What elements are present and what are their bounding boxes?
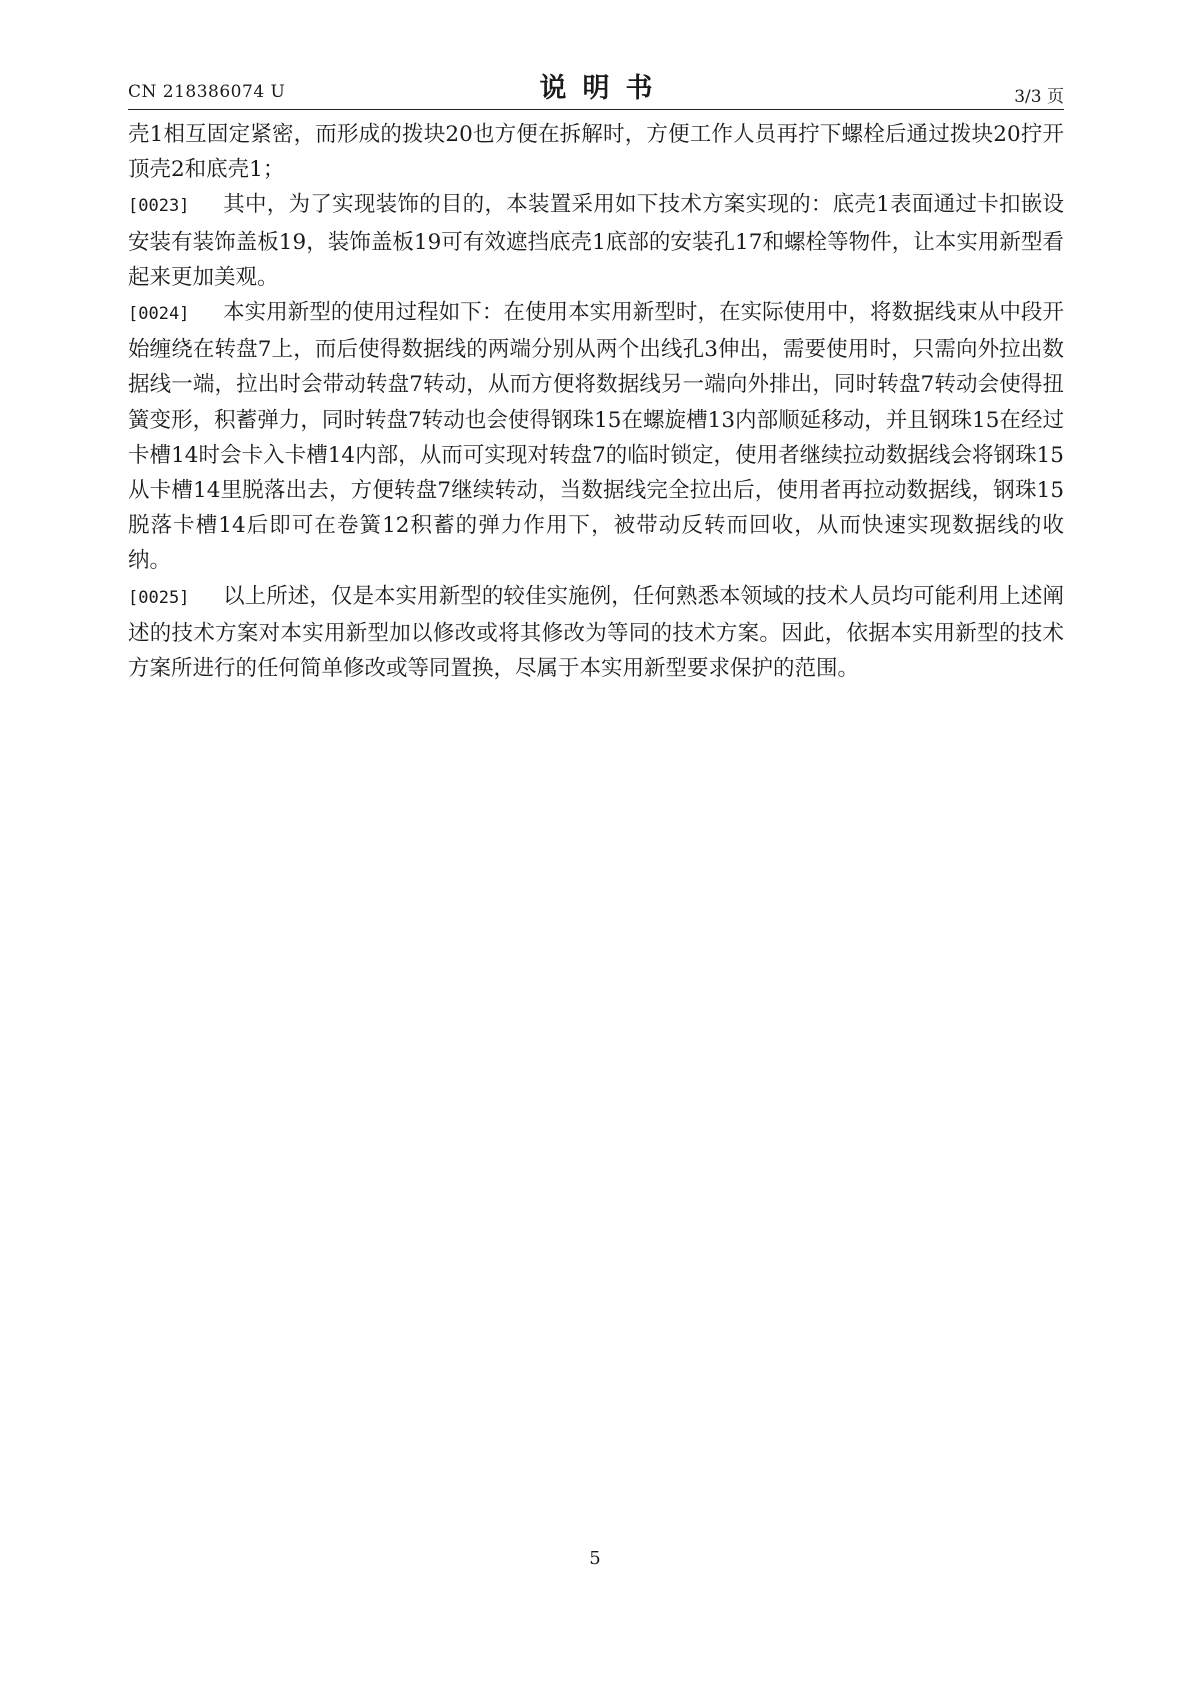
- paragraph-continuation: [128, 117, 1064, 187]
- paragraph-text: 其中，为了实现装饰的目的，本装置采用如下技术方案实现的：底壳1表面通过卡扣嵌设安装有装饰盖板19，装饰盖板19可有效遮挡底壳1底部的安装孔17和螺栓等物件，让本实用新型看起来更加美观。: [128, 192, 1064, 290]
- paragraph-0025: [128, 579, 1064, 687]
- paragraph-0024: [128, 295, 1064, 579]
- paragraph-number: [0023]: [128, 196, 190, 217]
- document-body: [128, 117, 1064, 686]
- paragraph-0023: [128, 187, 1064, 295]
- page-info: 3/3 页: [1014, 87, 1064, 107]
- publication-number: CN 218386074 U: [128, 82, 286, 102]
- paragraph-number: [0024]: [128, 304, 190, 325]
- header-divider: [128, 109, 1064, 110]
- paragraph-text: 以上所述，仅是本实用新型的较佳实施例，任何熟悉本领域的技术人员均可能利用上述阐述的技术方案对本实用新型加以修改或将其修改为等同的技术方案。因此，依据本实用新型的技术方案所进行的任何简单修改或等同置换，尽属于本实用新型要求保护的范围。: [128, 583, 1064, 682]
- paragraph-text: 本实用新型的使用过程如下：在使用本实用新型时，在实际使用中，将数据线束从中段开始缠绕在转盘7上，而后使得数据线的两端分别从两个出线孔3伸出，需要使用时，只需向外拉出数据线一端，拉出时会带动转盘7转动，从而方便将数据线另一端向外排出，同时转盘7转动会使得扭簧变形，积蓄弹力，同时转盘7转动也会使得钢珠15在螺旋槽13内部顺延移动，并且钢珠15在经过卡槽14时会卡入卡槽14内部，从而可实现对转盘7的临时锁定，使用者继续拉动数据线会将钢珠15从卡槽14里脱落出去，方便转盘7继续转动，当数据线完全拉出后，使用者再拉动数据线，钢珠15脱落卡槽14后即可在卷簧12积蓄的弹力作用下，被带动反转而回收，从而快速实现数据线的收纳。: [128, 300, 1064, 574]
- paragraph-text: 壳1相互固定紧密，而形成的拨块20也方便在拆解时，方便工作人员再拧下螺栓后通过拨块20拧开顶壳2和底壳1；: [128, 122, 1064, 183]
- paragraph-number: [0025]: [128, 587, 190, 608]
- document-title: 说明书: [539, 73, 669, 104]
- page-header: [128, 60, 1064, 108]
- page-number: 5: [589, 1548, 601, 1569]
